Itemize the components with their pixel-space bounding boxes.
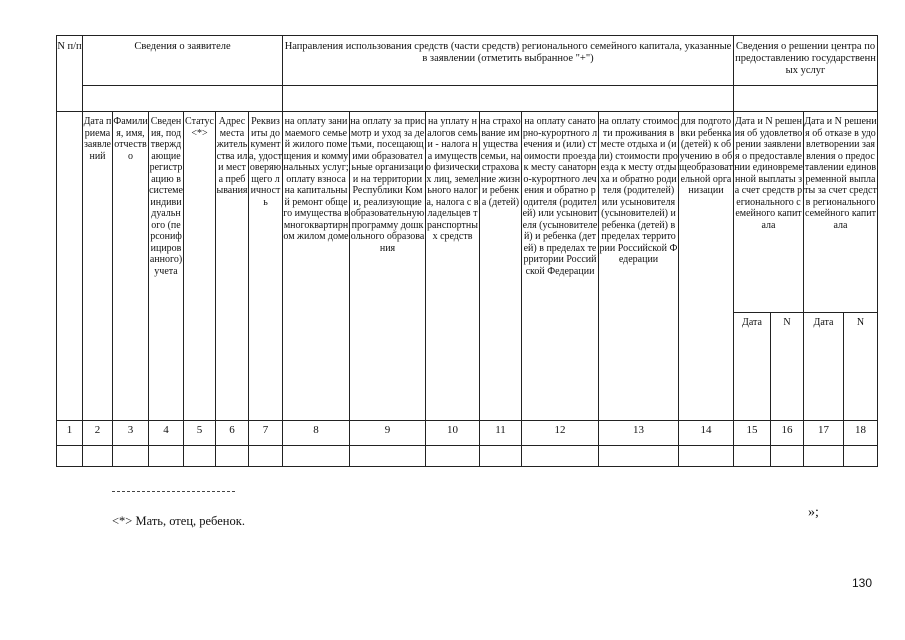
empty-cell bbox=[184, 446, 216, 467]
column-number: 18 bbox=[844, 421, 878, 446]
subheader-tax-payment: на уплату налогов семьи - налога на имущество физических лиц, земельного налога, налога с владельцев транспортных средств bbox=[426, 112, 480, 421]
subheader-registration-info: Сведения, подтверждающие регистрацию в системе индивидуального (персонифицированного) учета bbox=[149, 112, 184, 421]
empty-cell bbox=[283, 446, 350, 467]
subheader-full-name: Фамилия, имя, отчество bbox=[113, 112, 149, 421]
subheader-sanatorium: на оплату санаторно-курортного лечения и (или) стоимости проезда к месту санаторно-курортного лечения и обратно родителя (родителей) или усыновителя (усыновителей) и ребенка (детей) в пределах территории Российской Федерации bbox=[522, 112, 599, 421]
empty-cell bbox=[804, 446, 844, 467]
page-number: 130 bbox=[852, 576, 873, 590]
subheader-refusal-number: N bbox=[844, 313, 878, 421]
column-number: 2 bbox=[83, 421, 113, 446]
empty-cell bbox=[426, 446, 480, 467]
empty-cell bbox=[113, 446, 149, 467]
empty-data-row bbox=[57, 446, 878, 467]
empty-cell bbox=[734, 446, 771, 467]
header-decision: Сведения о решении центра по предоставлению государственных услуг bbox=[734, 36, 878, 86]
empty-cell bbox=[771, 446, 804, 467]
footnote: <*> Мать, отец, ребенок. bbox=[112, 514, 245, 528]
header-directions: Направления использования средств (части средств) регионального семейного капитала, указанные в заявлении (отметить выбранное "+") bbox=[283, 36, 734, 86]
empty-cell bbox=[522, 446, 599, 467]
empty-cell bbox=[844, 446, 878, 467]
subheader-housing-payment: на оплату занимаемого семьей жилого помещения и коммунальных услуг; оплату взноса на капитальный ремонт общего имущества в многоквартирном жилом доме bbox=[283, 112, 350, 421]
empty-cell bbox=[57, 446, 83, 467]
column-number: 7 bbox=[249, 421, 283, 446]
footnote-separator bbox=[112, 491, 235, 492]
column-number: 16 bbox=[771, 421, 804, 446]
subheader-childcare-payment: на оплату за присмотр и уход за детьми, посещающими образовательные организации на территории Республики Коми, реализующие образовательную программу дошкольного образования bbox=[350, 112, 426, 421]
empty-cell bbox=[83, 446, 113, 467]
column-number: 10 bbox=[426, 421, 480, 446]
number-sub-cell bbox=[57, 112, 83, 421]
header-number: N п/п bbox=[57, 36, 83, 112]
subheader-approval-number: N bbox=[771, 313, 804, 421]
column-number: 17 bbox=[804, 421, 844, 446]
subheader-status: Статус <*> bbox=[184, 112, 216, 421]
column-number: 4 bbox=[149, 421, 184, 446]
subheader-school-preparation: для подготовки ребенка (детей) к обучению в общеобразовательной организации bbox=[679, 112, 734, 421]
subheader-approval-decision: Дата и N решения об удовлетворении заявления о предоставлении единовременной выплаты за счет средств регионального семейного капитала bbox=[734, 112, 804, 313]
column-number: 11 bbox=[480, 421, 522, 446]
column-number: 14 bbox=[679, 421, 734, 446]
column-numbers-row bbox=[57, 421, 878, 446]
column-number: 15 bbox=[734, 421, 771, 446]
applications-register-table bbox=[56, 35, 878, 467]
column-number: 13 bbox=[599, 421, 679, 446]
subheader-insurance: на страхование имущества семьи, на страхование жизни ребенка (детей) bbox=[480, 112, 522, 421]
empty-cell bbox=[216, 446, 249, 467]
header-directions-gap bbox=[283, 86, 734, 112]
header-decision-gap bbox=[734, 86, 878, 112]
column-number: 1 bbox=[57, 421, 83, 446]
subheader-id-document: Реквизиты документа, удостоверяющего личность bbox=[249, 112, 283, 421]
empty-cell bbox=[249, 446, 283, 467]
header-applicant: Сведения о заявителе bbox=[83, 36, 283, 86]
closing-quote: »; bbox=[808, 505, 819, 520]
column-number: 6 bbox=[216, 421, 249, 446]
empty-cell bbox=[679, 446, 734, 467]
subheader-vacation: на оплату стоимости проживания в месте отдыха и (или) стоимости проезда к месту отдыха и обратно родителя (родителей) или усыновителя (усыновителей) и ребенка (детей) в пределах территории Российской Федерации bbox=[599, 112, 679, 421]
header-applicant-gap bbox=[83, 86, 283, 112]
empty-cell bbox=[149, 446, 184, 467]
subheader-application-date: Дата приема заявлений bbox=[83, 112, 113, 421]
empty-cell bbox=[599, 446, 679, 467]
column-number: 12 bbox=[522, 421, 599, 446]
subheader-refusal-decision: Дата и N решения об отказе в удовлетворении заявления о предоставлении единовременной выплаты за счет средств регионального семейного капитала bbox=[804, 112, 878, 313]
empty-cell bbox=[350, 446, 426, 467]
column-number: 5 bbox=[184, 421, 216, 446]
column-number: 9 bbox=[350, 421, 426, 446]
column-number: 8 bbox=[283, 421, 350, 446]
subheader-address: Адрес места жительства или места пребывания bbox=[216, 112, 249, 421]
subheader-refusal-date: Дата bbox=[804, 313, 844, 421]
subheader-approval-date: Дата bbox=[734, 313, 771, 421]
empty-cell bbox=[480, 446, 522, 467]
column-number: 3 bbox=[113, 421, 149, 446]
